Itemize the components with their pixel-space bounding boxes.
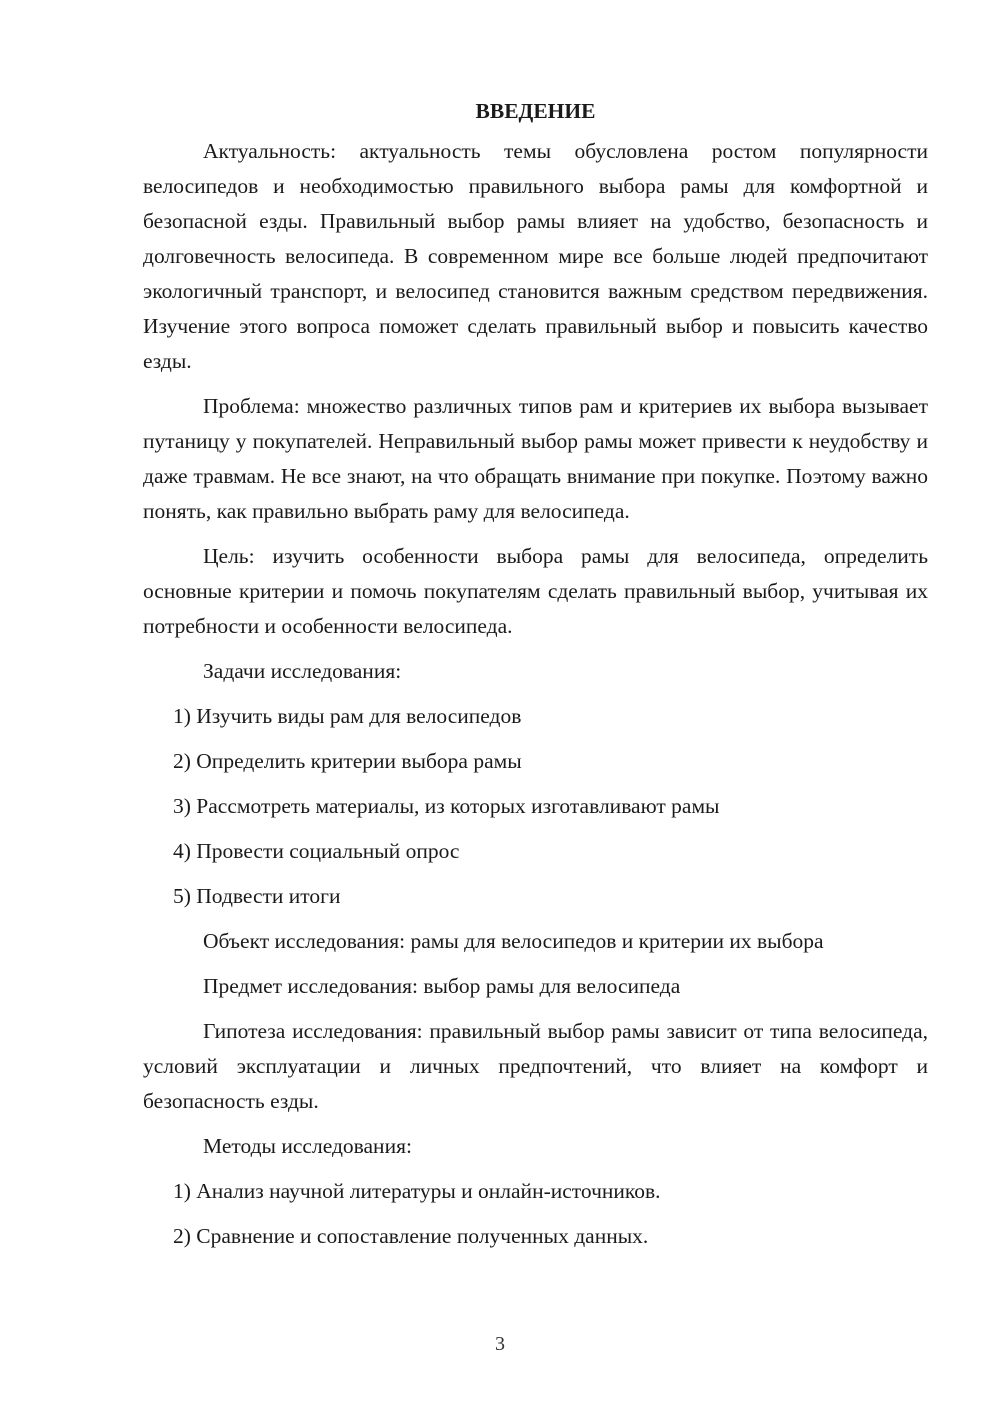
task-item-4: 4) Провести социальный опрос: [173, 839, 460, 863]
task-item-3: 3) Рассмотреть материалы, из которых изготавливают рамы: [173, 794, 720, 818]
hypothesis-paragraph: Гипотеза исследования: правильный выбор рамы зависит от типа велосипеда, условий эксплуатации и личных предпочтений, что влияет на комфорт и безопасность езды.: [143, 1019, 928, 1113]
task-item-1: 1) Изучить виды рам для велосипедов: [173, 704, 522, 728]
page-title: ВВЕДЕНИЕ: [475, 99, 596, 123]
tasks-heading: Задачи исследования:: [203, 659, 402, 683]
task-item-5: 5) Подвести итоги: [173, 884, 341, 908]
goal-paragraph: Цель: изучить особенности выбора рамы для велосипеда, определить основные критерии и помочь покупателям сделать правильный выбор, учитывая их потребности и особенности велосипеда.: [143, 544, 928, 638]
subject-paragraph: Предмет исследования: выбор рамы для велосипеда: [203, 974, 681, 998]
method-item-2: 2) Сравнение и сопоставление полученных данных.: [173, 1224, 649, 1248]
page-number: 3: [495, 1333, 505, 1355]
document-page: [143, 96, 928, 1264]
methods-heading: Методы исследования:: [203, 1134, 412, 1158]
object-paragraph: Объект исследования: рамы для велосипедов и критерии их выбора: [203, 929, 824, 953]
task-item-2: 2) Определить критерии выбора рамы: [173, 749, 522, 773]
method-item-1: 1) Анализ научной литературы и онлайн-источников.: [173, 1179, 661, 1203]
relevance-paragraph: Актуальность: актуальность темы обусловлена ростом популярности велосипедов и необходимостью правильного выбора рамы для комфортной и безопасной езды. Правильный выбор рамы влияет на удобство, безопасность и долговечность велосипеда. В современном мире все больше людей предпочитают экологичный транспорт, и велосипед становится важным средством передвижения. Изучение этого вопроса поможет сделать правильный выбор и повысить качество езды.: [143, 139, 928, 373]
problem-paragraph: Проблема: множество различных типов рам и критериев их выбора вызывает путаницу у покупателей. Неправильный выбор рамы может привести к неудобству и даже травмам. Не все знают, на что обращать внимание при покупке. Поэтому важно понять, как правильно выбрать раму для велосипеда.: [143, 394, 928, 523]
